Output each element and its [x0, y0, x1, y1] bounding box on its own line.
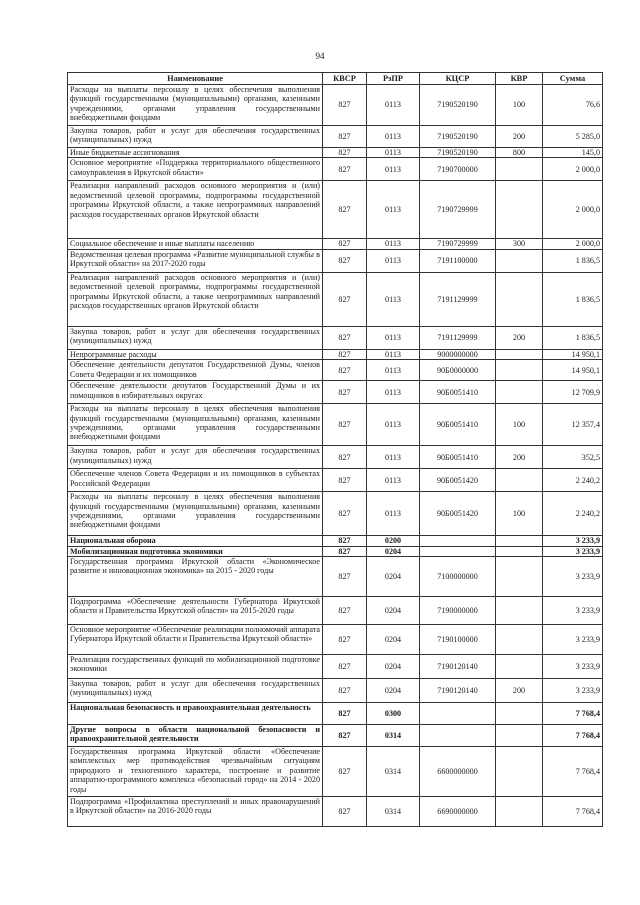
cell-rzpr: 0113 [367, 181, 420, 239]
cell-kvr: 100 [496, 492, 543, 536]
cell-name: Реализация направлений расходов основного мероприятия и (или) ведомственной целевой программы, подпрограммы государственной программы Иркутской области, а также непрограммных направлений расходов государственных органов Иркутской области [68, 181, 323, 239]
cell-name: Мобилизационная подготовка экономики [68, 546, 323, 556]
table-row [68, 272, 603, 326]
cell-kcsr: 90Б0051420 [420, 492, 496, 536]
cell-kvsr: 827 [323, 747, 367, 797]
cell-kvsr: 827 [323, 272, 367, 326]
cell-kvsr: 827 [323, 536, 367, 546]
cell-name: Основное мероприятие «Поддержка территориального общественного самоуправления в Иркутской области» [68, 158, 323, 181]
cell-sum: 3 233,9 [543, 546, 603, 556]
cell-kcsr: 7191129999 [420, 272, 496, 326]
cell-sum: 76,6 [543, 85, 603, 126]
cell-kvsr: 827 [323, 469, 367, 492]
cell-rzpr: 0113 [367, 360, 420, 381]
cell-kvr [496, 747, 543, 797]
cell-sum: 2 240,2 [543, 492, 603, 536]
cell-name: Другие вопросы в области национальной безопасности и правоохранительной деятельности [68, 725, 323, 747]
cell-rzpr: 0113 [367, 126, 420, 148]
cell-kvr [496, 272, 543, 326]
cell-kvsr: 827 [323, 381, 367, 404]
cell-rzpr: 0204 [367, 625, 420, 655]
cell-kcsr [420, 725, 496, 747]
cell-name: Ведомственная целевая программа «Развитие муниципальной службы в Иркутской области» на 2017-2020 годы [68, 249, 323, 272]
cell-sum: 3 233,9 [543, 597, 603, 625]
cell-rzpr: 0113 [367, 272, 420, 326]
cell-name: Закупка товаров, работ и услуг для обеспечения государственных (муниципальных) нужд [68, 126, 323, 148]
cell-sum: 2 000,0 [543, 239, 603, 249]
cell-name: Национальная оборона [68, 536, 323, 546]
cell-kvr: 200 [496, 126, 543, 148]
cell-sum: 14 950,1 [543, 360, 603, 381]
cell-name: Государственная программа Иркутской области «Обеспечение комплексных мер противодействия чрезвычайным ситуациям природного и техногенного характера, построение и развитие аппаратно-программного комплекса «безопасный город» на 2014 - 2020 годы [68, 747, 323, 797]
cell-name: Социальное обеспечение и иные выплаты населению [68, 239, 323, 249]
cell-kvr [496, 249, 543, 272]
table-row [68, 655, 603, 679]
table-row [68, 148, 603, 158]
cell-sum: 12 357,4 [543, 404, 603, 446]
cell-name: Закупка товаров, работ и услуг для обеспечения государственных (муниципальных) нужд [68, 446, 323, 469]
cell-name: Расходы на выплаты персоналу в целях обеспечения выполнения функций государственными (муниципальными) органами, казенными учреждениями, органами управления государственными внебюджетными фондами [68, 85, 323, 126]
table-row [68, 536, 603, 546]
table-row [68, 625, 603, 655]
table-row [68, 546, 603, 556]
cell-kvr [496, 797, 543, 827]
cell-sum: 1 836,5 [543, 272, 603, 326]
cell-kcsr: 7190729999 [420, 181, 496, 239]
table-row [68, 360, 603, 381]
cell-rzpr: 0113 [367, 381, 420, 404]
table-row [68, 85, 603, 126]
cell-rzpr: 0204 [367, 557, 420, 597]
cell-kvsr: 827 [323, 249, 367, 272]
table-row [68, 679, 603, 703]
cell-sum: 3 233,9 [543, 557, 603, 597]
header-rzpr: РзПР [367, 73, 420, 85]
table-body [68, 85, 603, 827]
table-row [68, 404, 603, 446]
table-row [68, 326, 603, 349]
cell-rzpr: 0204 [367, 679, 420, 703]
cell-name: Реализация государственных функций по мобилизационной подготовке экономики [68, 655, 323, 679]
cell-rzpr: 0113 [367, 239, 420, 249]
cell-kcsr: 7191100000 [420, 249, 496, 272]
cell-kvr: 200 [496, 679, 543, 703]
cell-kvr [496, 360, 543, 381]
cell-rzpr: 0204 [367, 597, 420, 625]
cell-name: Обеспечение членов Совета Федерации и их помощников в субъектах Российской Федерации [68, 469, 323, 492]
cell-name: Подпрограмма «Обеспечение деятельности Губернатора Иркутской области и Правительства Иркутской области» на 2015-2020 годы [68, 597, 323, 625]
cell-kcsr: 6690000000 [420, 797, 496, 827]
table-row [68, 446, 603, 469]
cell-kvr [496, 546, 543, 556]
cell-kvsr: 827 [323, 546, 367, 556]
cell-kvr: 100 [496, 404, 543, 446]
cell-kvsr: 827 [323, 625, 367, 655]
cell-kvsr: 827 [323, 360, 367, 381]
cell-kvsr: 827 [323, 85, 367, 126]
cell-sum: 3 233,9 [543, 655, 603, 679]
cell-sum: 352,5 [543, 446, 603, 469]
cell-kvr [496, 381, 543, 404]
cell-kvr [496, 349, 543, 359]
cell-kvsr: 827 [323, 126, 367, 148]
table-header-row [68, 73, 603, 85]
cell-rzpr: 0314 [367, 747, 420, 797]
cell-sum: 7 768,4 [543, 747, 603, 797]
cell-name: Расходы на выплаты персоналу в целях обеспечения выполнения функций государственными (муниципальными) органами, казенными учреждениями, органами управления государственными внебюджетными фондами [68, 492, 323, 536]
cell-sum: 7 768,4 [543, 797, 603, 827]
cell-kvr [496, 181, 543, 239]
cell-kcsr: 7190120140 [420, 679, 496, 703]
cell-kvsr: 827 [323, 181, 367, 239]
cell-sum: 2 000,0 [543, 181, 603, 239]
cell-sum: 12 709,9 [543, 381, 603, 404]
table-row [68, 725, 603, 747]
cell-kcsr [420, 546, 496, 556]
cell-kcsr: 7190729999 [420, 239, 496, 249]
cell-kvr [496, 469, 543, 492]
table-row [68, 797, 603, 827]
cell-kcsr: 7190520190 [420, 126, 496, 148]
cell-kvr [496, 557, 543, 597]
table-row [68, 239, 603, 249]
cell-sum: 2 000,0 [543, 158, 603, 181]
cell-kcsr: 7190520190 [420, 85, 496, 126]
cell-name: Подпрограмма «Профилактика преступлений и иных правонарушений в Иркутской области» на 2016-2020 годы [68, 797, 323, 827]
cell-name: Иные бюджетные ассигнования [68, 148, 323, 158]
cell-sum: 3 233,9 [543, 679, 603, 703]
cell-kcsr: 7190100000 [420, 625, 496, 655]
cell-name: Непрограммные расходы [68, 349, 323, 359]
cell-sum: 5 285,0 [543, 126, 603, 148]
cell-rzpr: 0113 [367, 492, 420, 536]
header-name: Наименование [68, 73, 323, 85]
table-row [68, 126, 603, 148]
table-row [68, 181, 603, 239]
cell-kvsr: 827 [323, 797, 367, 827]
cell-kcsr: 9000000000 [420, 349, 496, 359]
cell-sum: 145,0 [543, 148, 603, 158]
cell-kvr: 800 [496, 148, 543, 158]
cell-sum: 1 836,5 [543, 249, 603, 272]
cell-rzpr: 0113 [367, 446, 420, 469]
cell-kcsr: 90Б0000000 [420, 360, 496, 381]
cell-kvsr: 827 [323, 446, 367, 469]
cell-kvr [496, 536, 543, 546]
cell-kvsr: 827 [323, 349, 367, 359]
cell-name: Реализация направлений расходов основного мероприятия и (или) ведомственной целевой программы, подпрограммы государственной программы Иркутской области, а также непрограммных направлений расходов государственных органов Иркутской области [68, 272, 323, 326]
header-kcsr: КЦСР [420, 73, 496, 85]
cell-sum: 3 233,9 [543, 536, 603, 546]
cell-name: Обеспечение деятельности депутатов Государственной Думы, членов Совета Федерации и их помощников [68, 360, 323, 381]
cell-sum: 14 950,1 [543, 349, 603, 359]
table-row [68, 703, 603, 725]
cell-kcsr: 7190520190 [420, 148, 496, 158]
cell-kcsr: 7190000000 [420, 597, 496, 625]
table-row [68, 381, 603, 404]
table-row [68, 158, 603, 181]
cell-kvr [496, 625, 543, 655]
cell-kcsr: 7100000000 [420, 557, 496, 597]
cell-kvr: 300 [496, 239, 543, 249]
table-row [68, 557, 603, 597]
cell-kvsr: 827 [323, 148, 367, 158]
cell-kvsr: 827 [323, 597, 367, 625]
table-row [68, 747, 603, 797]
cell-kvsr: 827 [323, 703, 367, 725]
page-number: 94 [315, 51, 325, 61]
cell-rzpr: 0113 [367, 326, 420, 349]
budget-table [67, 72, 603, 827]
table-row [68, 249, 603, 272]
cell-kcsr: 7190700000 [420, 158, 496, 181]
cell-kvr [496, 703, 543, 725]
cell-kvr [496, 655, 543, 679]
cell-rzpr: 0113 [367, 469, 420, 492]
cell-kvsr: 827 [323, 239, 367, 249]
cell-rzpr: 0113 [367, 404, 420, 446]
cell-name: Расходы на выплаты персоналу в целях обеспечения выполнения функций государственными (муниципальными) органами, казенными учреждениями, органами управления государственными внебюджетными фондами [68, 404, 323, 446]
cell-sum: 7 768,4 [543, 703, 603, 725]
cell-kcsr [420, 703, 496, 725]
cell-kvsr: 827 [323, 492, 367, 536]
cell-rzpr: 0314 [367, 797, 420, 827]
cell-name: Государственная программа Иркутской области «Экономическое развитие и инновационная экономика» на 2015 - 2020 годы [68, 557, 323, 597]
cell-kvsr: 827 [323, 725, 367, 747]
table-row [68, 492, 603, 536]
cell-rzpr: 0314 [367, 725, 420, 747]
cell-kvr [496, 597, 543, 625]
cell-sum: 2 240,2 [543, 469, 603, 492]
cell-rzpr: 0113 [367, 85, 420, 126]
cell-kcsr: 90Б0051410 [420, 404, 496, 446]
cell-kvr: 200 [496, 326, 543, 349]
cell-sum: 7 768,4 [543, 725, 603, 747]
table-row [68, 597, 603, 625]
cell-rzpr: 0204 [367, 546, 420, 556]
cell-kcsr [420, 536, 496, 546]
cell-kvsr: 827 [323, 557, 367, 597]
header-sum: Сумма [543, 73, 603, 85]
table-row [68, 349, 603, 359]
cell-rzpr: 0113 [367, 158, 420, 181]
cell-kvsr: 827 [323, 326, 367, 349]
cell-name: Основное мероприятие «Обеспечение реализации полномочий аппарата Губернатора Иркутской области и Правительства Иркутской области» [68, 625, 323, 655]
cell-kvr [496, 158, 543, 181]
cell-sum: 3 233,9 [543, 625, 603, 655]
cell-kvr: 200 [496, 446, 543, 469]
header-kvsr: КВСР [323, 73, 367, 85]
header-kvr: КВР [496, 73, 543, 85]
cell-kcsr: 90Б0051410 [420, 381, 496, 404]
table-row [68, 469, 603, 492]
cell-sum: 1 836,5 [543, 326, 603, 349]
cell-name: Национальная безопасность и правоохранительная деятельность [68, 703, 323, 725]
cell-kcsr: 90Б0051420 [420, 469, 496, 492]
cell-rzpr: 0113 [367, 249, 420, 272]
cell-kcsr: 7191129999 [420, 326, 496, 349]
cell-name: Обеспечение деятельности депутатов Государственной Думы и их помощников в избирательных округах [68, 381, 323, 404]
cell-kvsr: 827 [323, 679, 367, 703]
cell-rzpr: 0204 [367, 655, 420, 679]
cell-rzpr: 0113 [367, 349, 420, 359]
cell-kvsr: 827 [323, 655, 367, 679]
cell-kvr: 100 [496, 85, 543, 126]
cell-rzpr: 0113 [367, 148, 420, 158]
cell-name: Закупка товаров, работ и услуг для обеспечения государственных (муниципальных) нужд [68, 679, 323, 703]
cell-name: Закупка товаров, работ и услуг для обеспечения государственных (муниципальных) нужд [68, 326, 323, 349]
cell-kvsr: 827 [323, 404, 367, 446]
cell-kcsr: 6600000000 [420, 747, 496, 797]
cell-kcsr: 7190120140 [420, 655, 496, 679]
cell-kcsr: 90Б0051410 [420, 446, 496, 469]
cell-rzpr: 0200 [367, 536, 420, 546]
cell-rzpr: 0300 [367, 703, 420, 725]
cell-kvsr: 827 [323, 158, 367, 181]
cell-kvr [496, 725, 543, 747]
